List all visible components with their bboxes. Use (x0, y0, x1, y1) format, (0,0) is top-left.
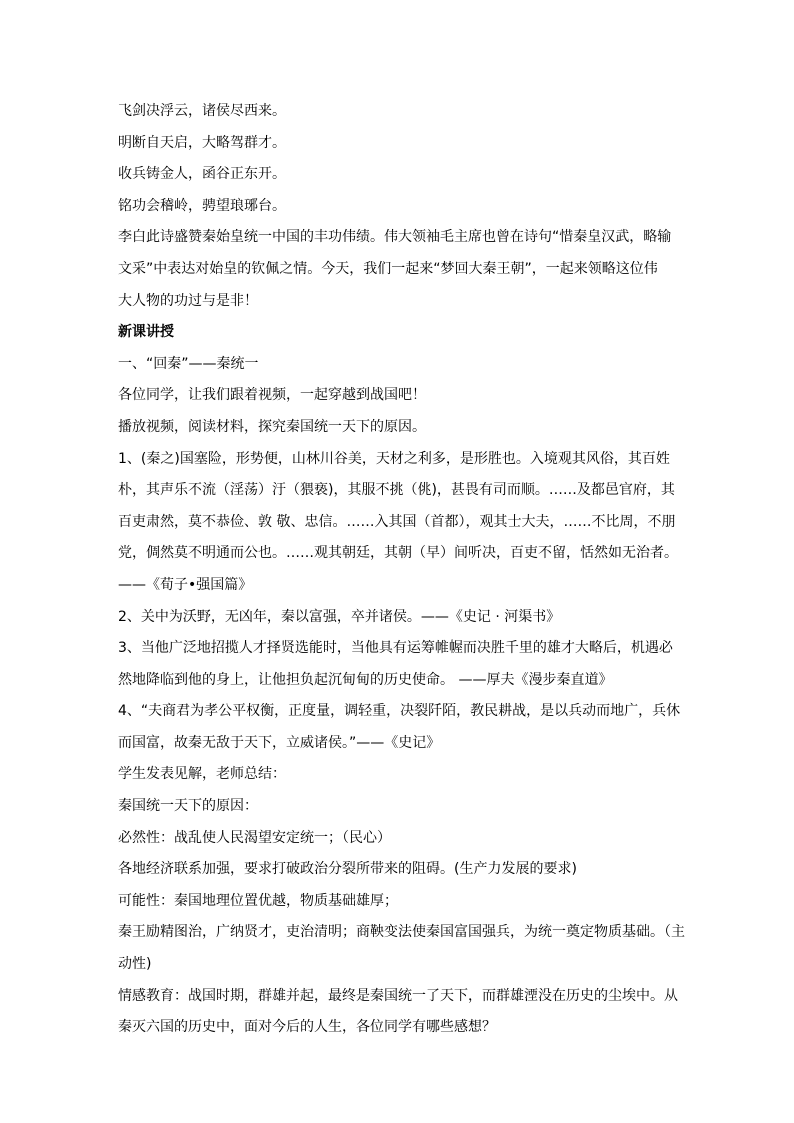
text-line: 秦王励精图治，广纳贤才，吏治清明；商鞅变法使秦国富国强兵，为统一奠定物质基础。（主 (118, 924, 685, 941)
text-line: 播放视频，阅读材料，探究秦国统一天下的原因。 (118, 418, 426, 435)
text-line: 情感教育：战国时期，群雄并起，最终是秦国统一了天下，而群雄湮没在历史的尘埃中。从 (118, 987, 678, 1004)
text-line: 各位同学，让我们跟着视频，一起穿越到战国吧！ (118, 387, 426, 404)
material-1-source: ——《荀子•强国篇》 (118, 576, 253, 593)
poem-line-1: 飞剑决浮云，诸侯尽西来。 (118, 103, 286, 119)
material-4-line: 4、“夫商君为孝公平权衡，正度量，调轻重，决裂阡陌，教民耕战，是以兵动而地广，兵休 (118, 703, 681, 720)
poem-line-4: 铭功会稽岭，骋望琅琊台。 (118, 197, 286, 214)
poem-line-3: 收兵铸金人，函谷正东开。 (118, 166, 286, 183)
material-1-line: 朴，其声乐不流（淫荡）汙（猥亵)，其服不挑（佻)，甚畏有司而顺。……及都邑官府，其 (118, 482, 675, 499)
text-line: 学生发表见解，老师总结： (118, 766, 286, 783)
text-line: 动性) (118, 956, 152, 973)
intro-paragraph-line: 李白此诗盛赞秦始皇统一中国的丰功伟绩。伟大领袖毛主席也曾在诗句“惜秦皇汉武，略输 (118, 229, 672, 246)
intro-paragraph-line: 大人物的功过与是非！ (118, 292, 258, 309)
material-2-line: 2、关中为沃野，无凶年，秦以富强，卒并诸侯。——《史记 · 河渠书》 (118, 608, 561, 625)
section-heading: 新课讲授 (118, 324, 174, 341)
material-1-line: 1、(秦之)国塞险，形势便，山林川谷美，天材之利多，是形胜也。入境观其风俗，其百姓 (118, 450, 670, 467)
material-3-line: 3、当他广泛地招揽人才择贤选能时，当他具有运筹帷幄而决胜千里的雄才大略后，机遇必 (118, 640, 673, 657)
text-line: 秦灭六国的历史中，面对今后的人生，各位同学有哪些感想？ (118, 1019, 496, 1036)
subsection-heading: 一、“回秦”——秦统一 (118, 355, 259, 372)
material-1-line: 百吏肃然，莫不恭俭、敦 敬、忠信。……入其国（首都），观其士大夫，……不比周，不朋 (118, 513, 676, 530)
material-4-line: 而国富，故秦无敌于天下，立威诸侯。”——《史记》 (118, 734, 441, 751)
document-page (118, 96, 685, 1044)
text-line: 秦国统一天下的原因： (118, 798, 258, 815)
text-line: 各地经济联系加强，要求打破政治分裂所带来的阻碍。(生产力发展的要求) (118, 861, 577, 878)
text-line: 可能性：秦国地理位置优越，物质基础雄厚； (118, 892, 398, 909)
text-line: 必然性：战乱使人民渴望安定统一；（民心） (118, 829, 391, 846)
intro-paragraph-line: 文采”中表达对始皇的钦佩之情。今天，我们一起来“梦回大秦王朝”，一起来领略这位伟 (118, 260, 658, 277)
material-1-line: 党，倜然莫不明通而公也。……观其朝廷，其朝（早）间听决，百吏不留，恬然如无治者。 (118, 545, 678, 562)
material-3-line: 然地降临到他的身上，让他担负起沉甸甸的历史使命。 ——厚夫《漫步秦直道》 (118, 671, 613, 688)
poem-line-2: 明断自天启，大略驾群才。 (118, 134, 286, 151)
